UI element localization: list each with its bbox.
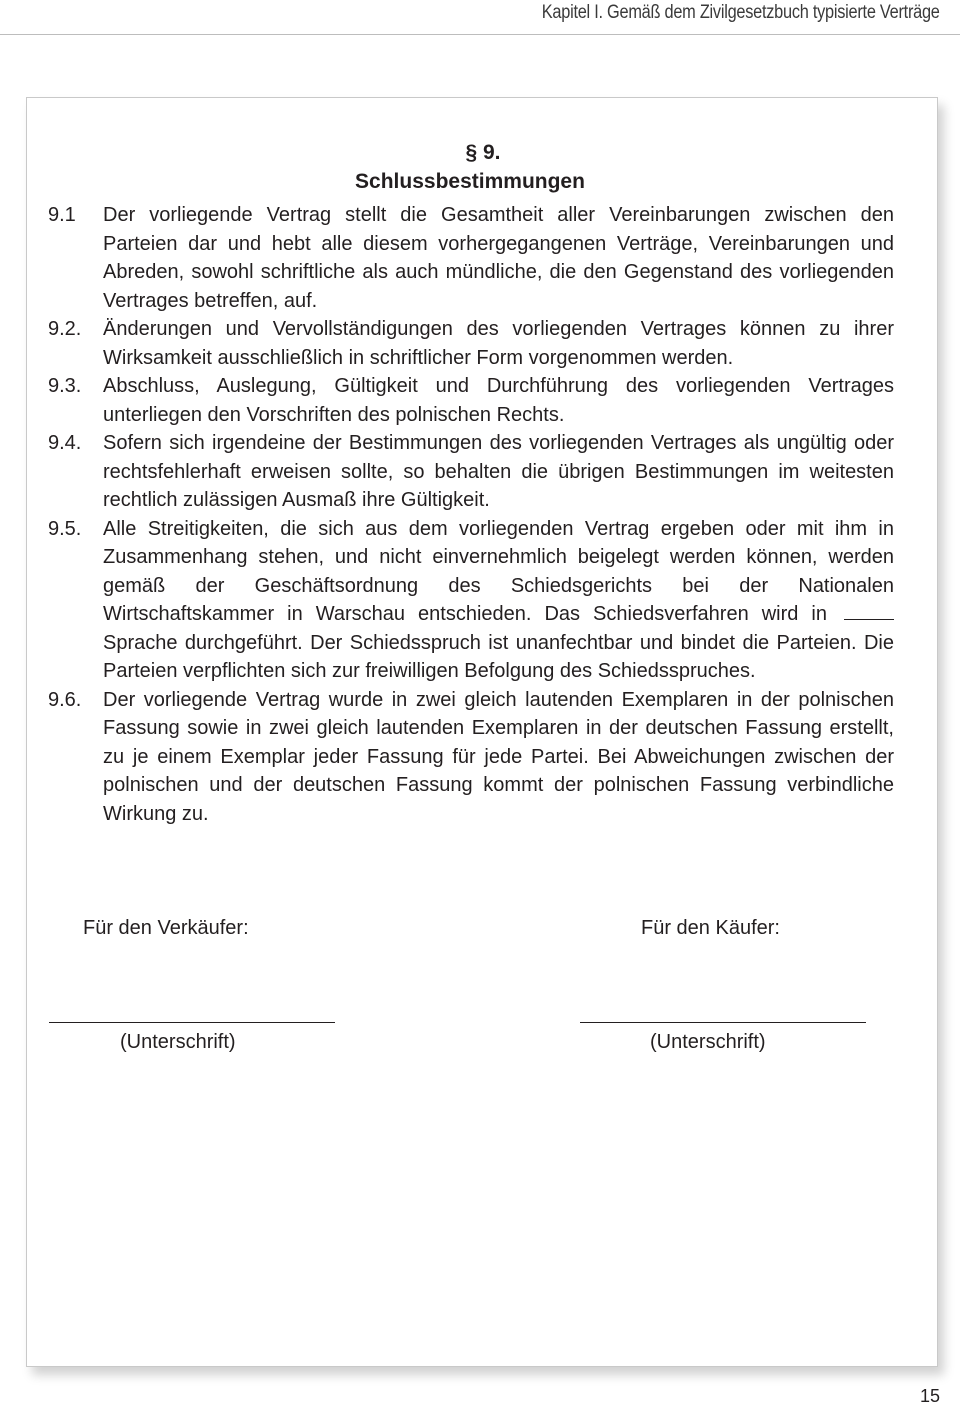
clause-text: Der vorliegende Vertrag stellt die Gesamtheit aller Vereinbarungen zwischen den Parteien dar und hebt alle diesem vorhergegangenen Verträge, Vereinbarungen und Abreden, sowohl schriftliche als auch mündliche, die den Gegenstand des vorliegenden Vertrages betreffen, auf. bbox=[103, 204, 894, 312]
clause-9-1 bbox=[48, 201, 894, 315]
clause-text bbox=[103, 515, 894, 686]
clause-text: Abschluss, Auslegung, Gültigkeit und Durchführung des vorliegenden Vertrages unterliegen den Vorschriften des polnischen Rechts. bbox=[103, 375, 894, 426]
page-number: 15 bbox=[919, 1386, 940, 1406]
clause-number: 9.6. bbox=[48, 688, 82, 711]
clause-9-2 bbox=[48, 315, 894, 372]
clause-text: Der vorliegende Vertrag wurde in zwei gleich lautenden Exemplaren in der polnischen Fassung sowie in zwei gleich lautenden Exemplaren in der deutschen Fassung erstellt, zu je einem Exemplar jeder Fassung für jede Partei. Bei Abweichungen zwischen der polnischen und der deutschen Fassung kommt der polnischen Fassung verbindliche Wirkung zu. bbox=[103, 688, 894, 825]
clause-9-4 bbox=[48, 429, 894, 515]
buyer-signature-label: Für den Käufer: bbox=[641, 917, 780, 939]
clause-9-5 bbox=[48, 515, 894, 686]
clause-9-3 bbox=[48, 372, 894, 429]
clause-text-part: Sprache durchgeführt. Der Schiedsspruch ist unanfechtbar und bindet die Parteien. Die Parteien verpflichten sich zur freiwilligen Befolgung des Schiedsspruches. bbox=[103, 631, 894, 682]
seller-signature-caption: (Unterschrift) bbox=[120, 1031, 236, 1053]
clause-text: Änderungen und Vervollständigungen des vorliegenden Vertrages können zu ihrer Wirksamkeit ausschließlich in schriftlicher Form vorgenommen werden. bbox=[103, 318, 894, 369]
clause-text: Sofern sich irgendeine der Bestimmungen des vorliegenden Vertrages als ungültig oder rechtsfehlerhaft erweisen sollte, so behalten die übrigen Bestimmungen im weitesten rechtlich zulässigen Ausmaß ihre Gültigkeit. bbox=[103, 432, 894, 511]
header-divider bbox=[0, 34, 960, 35]
clause-text-part: Alle Streitigkeiten, die sich aus dem vorliegenden Vertrag ergeben oder mit ihm in Zusammenhang stehen, und nicht einvernehmlich beigelegt werden können, werden gemäß der Geschäftsordnung des Schiedsgerichts bei der Nationalen Wirtschaftskammer in Warschau entschieden. Das Schiedsverfahren wird in bbox=[103, 517, 894, 625]
clause-number: 9.5. bbox=[48, 517, 82, 540]
clause-9-6 bbox=[48, 686, 894, 829]
fill-in-blank-language[interactable] bbox=[844, 601, 894, 620]
section-title: Schlussbestimmungen bbox=[355, 170, 585, 193]
clause-number: 9.3. bbox=[48, 375, 82, 397]
buyer-signature-caption: (Unterschrift) bbox=[650, 1031, 766, 1053]
seller-signature-line[interactable] bbox=[49, 1022, 335, 1023]
clause-number: 9.4. bbox=[48, 432, 82, 454]
running-header: Kapitel I. Gemäß dem Zivilgesetzbuch typisierte Verträge bbox=[542, 2, 940, 23]
clause-number: 9.1 bbox=[48, 204, 76, 226]
clause-list bbox=[48, 201, 894, 828]
section-number: § 9. bbox=[465, 141, 501, 164]
buyer-signature-line[interactable] bbox=[580, 1022, 866, 1023]
seller-signature-label: Für den Verkäufer: bbox=[83, 917, 249, 939]
clause-number: 9.2. bbox=[48, 318, 82, 340]
